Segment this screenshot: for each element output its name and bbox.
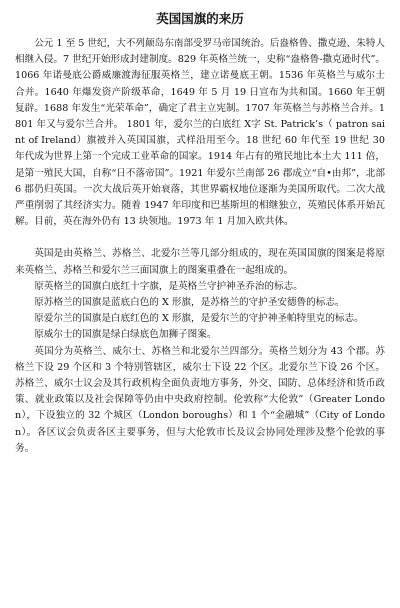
ireland-flag-paragraph: 原爱尔兰的国旗是白底红色的 X 形旗，是爱尔兰的守护神圣帕特里克的标志。 [34,313,364,325]
scotland-flag-paragraph: 原苏格兰的国旗是蓝底白色的 X 形旗，是苏格兰的守护圣安德鲁的标志。 [34,297,345,309]
wales-flag-paragraph: 原威尔士的国旗是绿白绿底色加狮子图案。 [34,329,217,341]
england-flag-paragraph: 原英格兰的国旗白底红十字旗，是英格兰守护神圣乔治的标志。 [34,280,303,292]
administration-paragraph: 英国分为英格兰、威尔士、苏格兰和北爱尔兰四部分。英格兰划分为 43 个郡。苏格兰下设 29 个区和 3 个特别管辖区，威尔士下设 22 个区。北爱尔兰下设 26 个区。苏格兰、威尔士议会及其行政机构全面负责地方事务，外交、国防、总体经济和货币政策、就业政策以及社会保障等仍由中央政府控制。伦敦称“大伦敦”（Greater London），下设独立的 32 个城区（London boroughs）和 1 个“金融城”（City of London）。各区议会负责各区主要事务，但与大伦敦市长及议会协同处理涉及整个伦敦的事务。 [15,345,385,454]
paragraph-spacer [15,230,385,246]
document-title: 英国国旗的来历 [156,11,244,26]
flag-intro-paragraph: 英国是由英格兰、苏格兰、北爱尔兰等几部分组成的，现在英国国旗的图案是将原来英格兰、苏格兰和爱尔兰三面国旗上的图案重叠在一起组成的。 [15,248,385,276]
history-paragraph: 公元 1 至 5 世纪，大不列颠岛东南部受罗马帝国统治。后盎格鲁、撒克逊、朱特人相继入侵。7 世纪开始形成封建制度。829 年英格兰统一，史称“盎格鲁-撒克逊时代”。1066 年诺曼底公爵威廉渡海征服英格兰，建立诺曼底王朝。1536 年英格兰与威尔士合并。1640 年爆发资产阶级革命，1649 年 5 月 19 日宣布为共和国。1660 年王朝复辟。1688 年发生“光荣革命”，确定了君主立宪制。1707 年英格兰与苏格兰合并。1801 年又与爱尔兰合并。 1801 年，爱尔兰的白底红 X字 St. Patrick’s（ patron saint of Ireland）旗被并入英国国旗，式样沿用至今。18 世纪 60 年代至 19 世纪 30 年代成为世界上第一个完成工业革命的国家。1914 年占有的殖民地比本土大 111 倍，是第一殖民大国，自称“日不落帝国”。1921 年爱尔兰南部 26 郡成立“自•由邦”，北部 6 郡仍归英国。一次大战后英开始衰落，其世界霸权地位逐渐为美国所取代。二次大战严重削弱了其经济实力。随着 1947 年印度和巴基斯坦的相继独立，英殖民体系开始瓦解。目前，英在海外仍有 13 块领地。1973 年 1 月加入欧共体。 [15,38,385,228]
